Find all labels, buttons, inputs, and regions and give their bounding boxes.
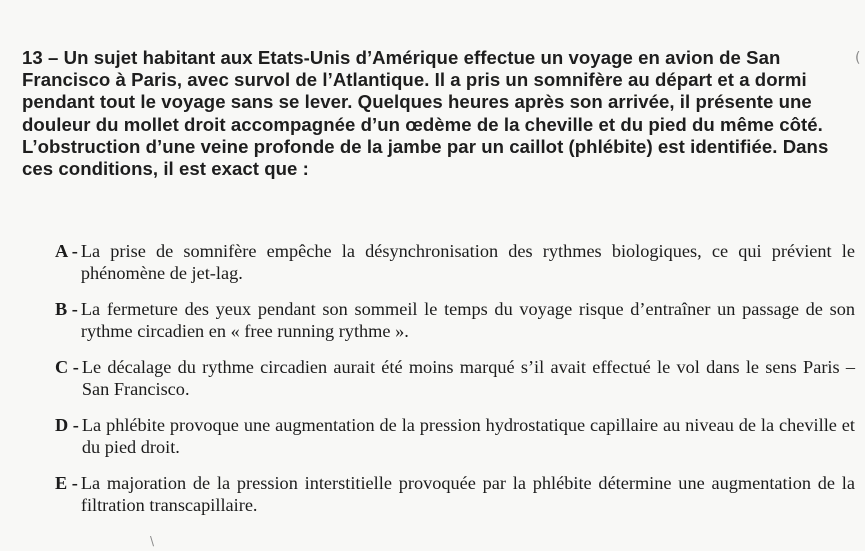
option-e	[55, 472, 855, 516]
option-text: La prise de somnifère empêche la désynchronisation des rythmes biologiques, ce qui prévient le phénomène de jet-lag.	[80, 241, 855, 283]
option-letter: A -	[55, 241, 78, 261]
option-text: La majoration de la pression interstitielle provoquée par la phlébite détermine une augmentation de la filtration transcapillaire.	[80, 473, 855, 515]
option-letter: E -	[55, 473, 78, 493]
option-d	[55, 414, 855, 458]
option-text: Le décalage du rythme circadien aurait été moins marqué s’il avait effectué le vol dans le sens Paris – San Francisco.	[81, 357, 855, 399]
scan-speck-icon: (	[855, 50, 861, 66]
option-text: La fermeture des yeux pendant son sommeil le temps du voyage risque d’entraîner un passage de son rythme circadien en « free running rythme ».	[80, 299, 855, 341]
options-list	[55, 240, 855, 530]
option-letter: C -	[55, 357, 79, 377]
option-text: La phlébite provoque une augmentation de la pression hydrostatique capillaire au niveau de la cheville et du pied droit.	[81, 415, 855, 457]
scan-speck-icon: \	[150, 534, 155, 548]
option-b	[55, 298, 855, 342]
option-a	[55, 240, 855, 284]
question-text: 13 – Un sujet habitant aux Etats-Unis d’Amérique effectue un voyage en avion de San Francisco à Paris, avec survol de l’Atlantique. Il a pris un somnifère au départ et a dormi pendant tout le voyage sans se lever. Quelques heures après son arrivée, il présente une douleur du mollet droit accompagnée d’un œdème de la cheville et du pied du même côté. L’obstruction d’une veine profonde de la jambe par un caillot (phlébite) est identifiée. Dans ces conditions, il est exact que :	[22, 47, 829, 180]
option-letter: D -	[55, 415, 79, 435]
option-letter: B -	[55, 299, 78, 319]
option-c	[55, 356, 855, 400]
